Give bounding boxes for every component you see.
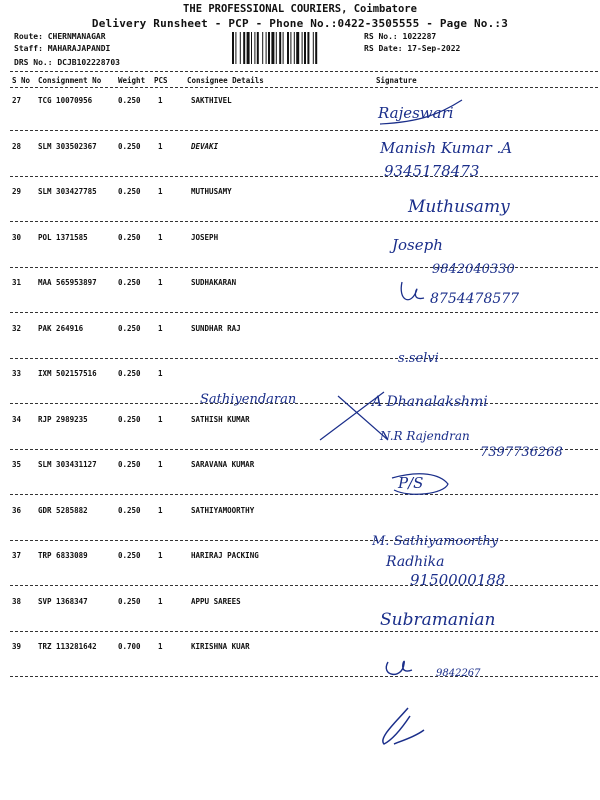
row-consignee: HARIRAJ PACKING: [191, 551, 259, 560]
row-sno: 36: [12, 506, 22, 515]
row-divider: [10, 403, 598, 404]
signature-34-name: N.R Rajendran: [380, 429, 470, 443]
row-divider: [10, 540, 598, 541]
signature-30-phone: 9842040330: [432, 262, 515, 277]
row-sno: 27: [12, 96, 22, 105]
row-sno: 31: [12, 278, 22, 287]
row-consignee: DEVAKI: [191, 142, 219, 151]
col-signature: Signature: [376, 76, 417, 85]
row-consignment: TRP 6833089: [38, 551, 88, 560]
row-consignment: SLM 303427785: [38, 187, 97, 196]
row-consignee: SUDHAKARAN: [191, 278, 237, 287]
row-consignment: SLM 303431127: [38, 460, 97, 469]
row-consignment: TRZ 113281642: [38, 642, 97, 651]
row-consignee: APPU SAREES: [191, 597, 241, 606]
row-weight: 0.250: [118, 460, 141, 469]
signature-32: s.selvi: [398, 351, 439, 366]
signature-39-phone: 9842267: [436, 668, 481, 679]
row-consignee: SAKTHIVEL: [191, 96, 232, 105]
row-weight: 0.250: [118, 415, 141, 424]
signature-33-receiver: A Dhanalakshmi: [372, 394, 488, 410]
signature-27: Rajeswari: [378, 104, 454, 122]
row-sno: 37: [12, 551, 22, 560]
row-pcs: 1: [158, 187, 163, 196]
row-divider: [10, 312, 598, 313]
row-pcs: 1: [158, 142, 163, 151]
row-divider: [10, 176, 598, 177]
signature-34-phone: 7397736268: [480, 445, 563, 460]
staff-label: Staff: MAHARAJAPANDI: [14, 44, 111, 53]
row-sno: 32: [12, 324, 22, 333]
row-consignment: SLM 303502367: [38, 142, 97, 151]
row-sno: 38: [12, 597, 22, 606]
row-divider: [10, 130, 598, 131]
header-top-rule: [10, 71, 598, 72]
row-divider: [10, 358, 598, 359]
col-consignee: Consignee Details: [187, 76, 264, 85]
row-sno: 35: [12, 460, 22, 469]
row-pcs: 1: [158, 324, 163, 333]
signature-35-loop: [392, 474, 448, 495]
row-weight: 0.250: [118, 551, 141, 560]
signature-28-phone: 9345178473: [384, 162, 480, 180]
row-sno: 39: [12, 642, 22, 651]
signature-37-phone: 9150000188: [410, 571, 506, 589]
row-consignee: MUTHUSAMY: [191, 187, 232, 196]
row-weight: 0.250: [118, 96, 141, 105]
row-weight: 0.250: [118, 369, 141, 378]
header-bottom-rule: [10, 87, 598, 88]
row-pcs: 1: [158, 369, 163, 378]
row-consignee: SARAVANA KUMAR: [191, 460, 255, 469]
row-consignee: SATHISH KUMAR: [191, 415, 250, 424]
signature-31-phone: 8754478577: [430, 291, 520, 307]
company-title: THE PROFESSIONAL COURIERS, Coimbatore: [183, 3, 417, 15]
row-divider: [10, 449, 598, 450]
initials-mark: [383, 708, 424, 744]
row-consignment: IXM 502157516: [38, 369, 97, 378]
drs-label: DRS No.: DCJB102228703: [14, 58, 120, 67]
row-divider: [10, 631, 598, 632]
row-consignment: POL 1371585: [38, 233, 88, 242]
signature-28-name: Manish Kumar .A: [380, 139, 513, 157]
signature-31-scribble: [401, 282, 424, 300]
col-pcs: PCS: [154, 76, 168, 85]
signature-27-stroke: [380, 100, 462, 124]
row-sno: 34: [12, 415, 22, 424]
row-sno: 33: [12, 369, 22, 378]
row-pcs: 1: [158, 233, 163, 242]
col-sno: S No: [12, 76, 31, 85]
col-weight: Weight: [118, 76, 146, 85]
signature-33-name: Sathiyendaran: [200, 392, 297, 407]
row-pcs: 1: [158, 278, 163, 287]
row-sno: 30: [12, 233, 22, 242]
row-divider: [10, 494, 598, 495]
signature-39-scribble: [386, 661, 412, 674]
row-weight: 0.250: [118, 597, 141, 606]
cross-out-mark: [320, 392, 388, 440]
signature-37-name: Radhika: [386, 554, 445, 570]
rs-date: RS Date: 17-Sep-2022: [364, 44, 461, 53]
row-consignee: SUNDHAR RAJ: [191, 324, 241, 333]
row-weight: 0.250: [118, 233, 141, 242]
route-label: Route: CHERNMANAGAR: [14, 32, 106, 41]
row-consignee: JOSEPH: [191, 233, 219, 242]
row-consignee: SATHIYAMOORTHY: [191, 506, 255, 515]
row-consignment: TCG 10070956: [38, 96, 93, 105]
rs-number: RS No.: 1022287: [364, 32, 437, 41]
col-consignment: Consignment No: [38, 76, 102, 85]
row-weight: 0.700: [118, 642, 141, 651]
row-pcs: 1: [158, 506, 163, 515]
row-divider: [10, 267, 598, 268]
row-pcs: 1: [158, 96, 163, 105]
row-consignment: GDR 5285882: [38, 506, 88, 515]
row-consignment: SVP 1368347: [38, 597, 88, 606]
row-pcs: 1: [158, 415, 163, 424]
signature-35: P/S: [398, 474, 424, 492]
row-pcs: 1: [158, 597, 163, 606]
barcode-image: [230, 32, 350, 64]
row-pcs: 1: [158, 460, 163, 469]
row-divider: [10, 585, 598, 586]
row-consignment: PAK 264916: [38, 324, 84, 333]
row-weight: 0.250: [118, 506, 141, 515]
row-divider: [10, 221, 598, 222]
row-pcs: 1: [158, 551, 163, 560]
row-consignment: RJP 2989235: [38, 415, 88, 424]
row-pcs: 1: [158, 642, 163, 651]
row-consignee: KIRISHNA KUAR: [191, 642, 250, 651]
row-weight: 0.250: [118, 142, 141, 151]
row-weight: 0.250: [118, 278, 141, 287]
row-weight: 0.250: [118, 324, 141, 333]
signature-30-name: Joseph: [392, 236, 443, 254]
runsheet-subtitle: Delivery Runsheet - PCP - Phone No.:0422-3505555 - Page No.:3: [91, 17, 509, 30]
row-divider: [10, 676, 598, 677]
row-weight: 0.250: [118, 187, 141, 196]
signature-36: M. Sathiyamoorthy: [372, 534, 499, 549]
signature-29: Muthusamy: [408, 197, 510, 217]
row-sno: 29: [12, 187, 22, 196]
row-consignment: MAA 565953897: [38, 278, 97, 287]
row-sno: 28: [12, 142, 22, 151]
signature-38: Subramanian: [380, 610, 496, 630]
